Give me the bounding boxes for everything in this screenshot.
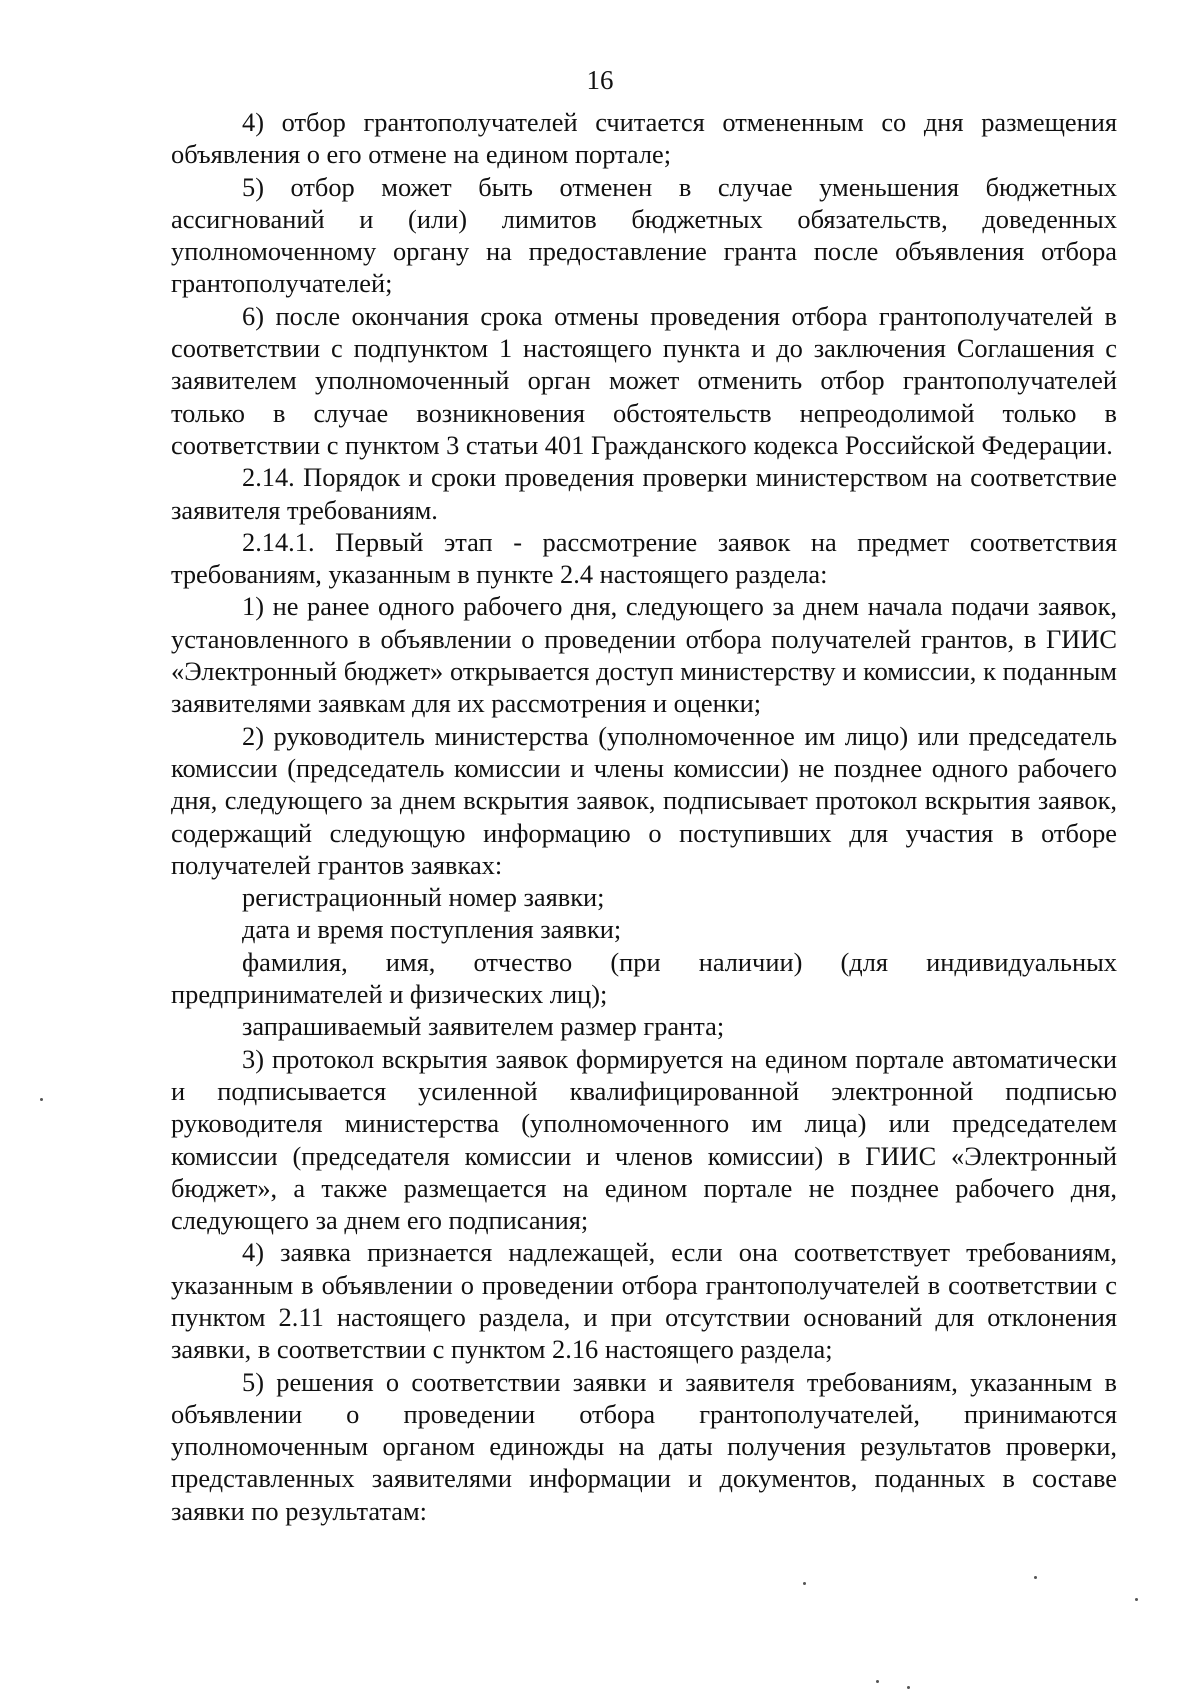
paragraph-item-5-decisions: 5) решения о соответствии заявки и заявителя требованиям, указанным в объявлении о проведении отбора грантополучателей, принимаются уполномоченным органом единожды на даты получения результатов проверки, представленных заявителями информации и документов, поданных в составе заявки по результатам: <box>171 1366 1117 1526</box>
paragraph-cancel-effective: 4) отбор грантополучателей считается отмененным со дня размещения объявления о его отмене на едином портале; <box>171 107 1117 170</box>
scan-speck <box>1135 1598 1138 1601</box>
scan-speck <box>803 1582 806 1585</box>
paragraph-info-full-name: фамилия, имя, отчество (при наличии) (для индивидуальных предпринимателей и физических лиц); <box>171 946 1117 1010</box>
paragraph-cancel-budget: 5) отбор может быть отменен в случае уменьшения бюджетных ассигнований и (или) лимитов бюджетных обязательств, доведенных уполномоченному органу на предоставление гранта после объявления отбора грантополучателей; <box>171 171 1117 299</box>
paragraph-item-4-proper-application: 4) заявка признается надлежащей, если она соответствует требованиям, указанным в объявлении о проведении отбора грантополучателей в соответствии с пунктом 2.11 настоящего раздела, и при отсутствии оснований для отклонения заявки, в соответствии с пунктом 2.16 настоящего раздела; <box>171 1237 1117 1365</box>
paragraph-item-3-protocol-signing: 3) протокол вскрытия заявок формируется на едином портале автоматически и подписывается усиленной квалифицированной электронной подписью руководителя министерства (уполномоченного им лица) или председателем комиссии (председателя комиссии и членов комиссии) в ГИИС «Электронный бюджет», а также размещается на едином портале не позднее рабочего дня, следующего за днем его подписания; <box>171 1043 1117 1236</box>
paragraph-section-2-14-1: 2.14.1. Первый этап - рассмотрение заявок на предмет соответствия требованиям, указанным в пункте 2.4 настоящего раздела: <box>171 526 1117 590</box>
paragraph-info-date-time: дата и время поступления заявки; <box>242 914 622 945</box>
scan-speck <box>907 1686 910 1689</box>
paragraph-info-registration-number: регистрационный номер заявки; <box>242 882 605 913</box>
paragraph-section-2-14: 2.14. Порядок и сроки проведения проверки министерством на соответствие заявителя требованиям. <box>171 462 1117 525</box>
paragraph-item-1-access: 1) не ранее одного рабочего дня, следующего за днем начала подачи заявок, установленного в объявлении о проведении отбора получателей грантов, в ГИИС «Электронный бюджет» открывается доступ министерству и комиссии, к поданным заявителями заявкам для их рассмотрения и оценки; <box>171 591 1117 719</box>
scan-speck <box>40 1098 43 1101</box>
scan-speck <box>1034 1576 1037 1579</box>
document-body <box>171 106 1117 1527</box>
scan-speck <box>876 1680 879 1683</box>
paragraph-item-2-protocol: 2) руководитель министерства (уполномоченное им лицо) или председатель комиссии (председатель комиссии и члены комиссии) не позднее одного рабочего дня, следующего за днем вскрытия заявок, подписывает протокол вскрытия заявок, содержащий следующую информацию о поступивших для участия в отборе получателей грантов заявках: <box>171 720 1117 880</box>
paragraph-info-grant-amount: запрашиваемый заявителем размер гранта; <box>242 1011 725 1042</box>
paragraph-cancel-force-majeure: 6) после окончания срока отмены проведения отбора грантополучателей в соответствии с подпунктом 1 настоящего пункта и до заключения Соглашения с заявителем уполномоченный орган может отменить отбор грантополучателей только в случае возникновения обстоятельств непреодолимой только в соответствии с пунктом 3 статьи 401 Гражданского кодекса Российской Федерации. <box>171 300 1117 460</box>
page-number: 16 <box>586 65 614 95</box>
